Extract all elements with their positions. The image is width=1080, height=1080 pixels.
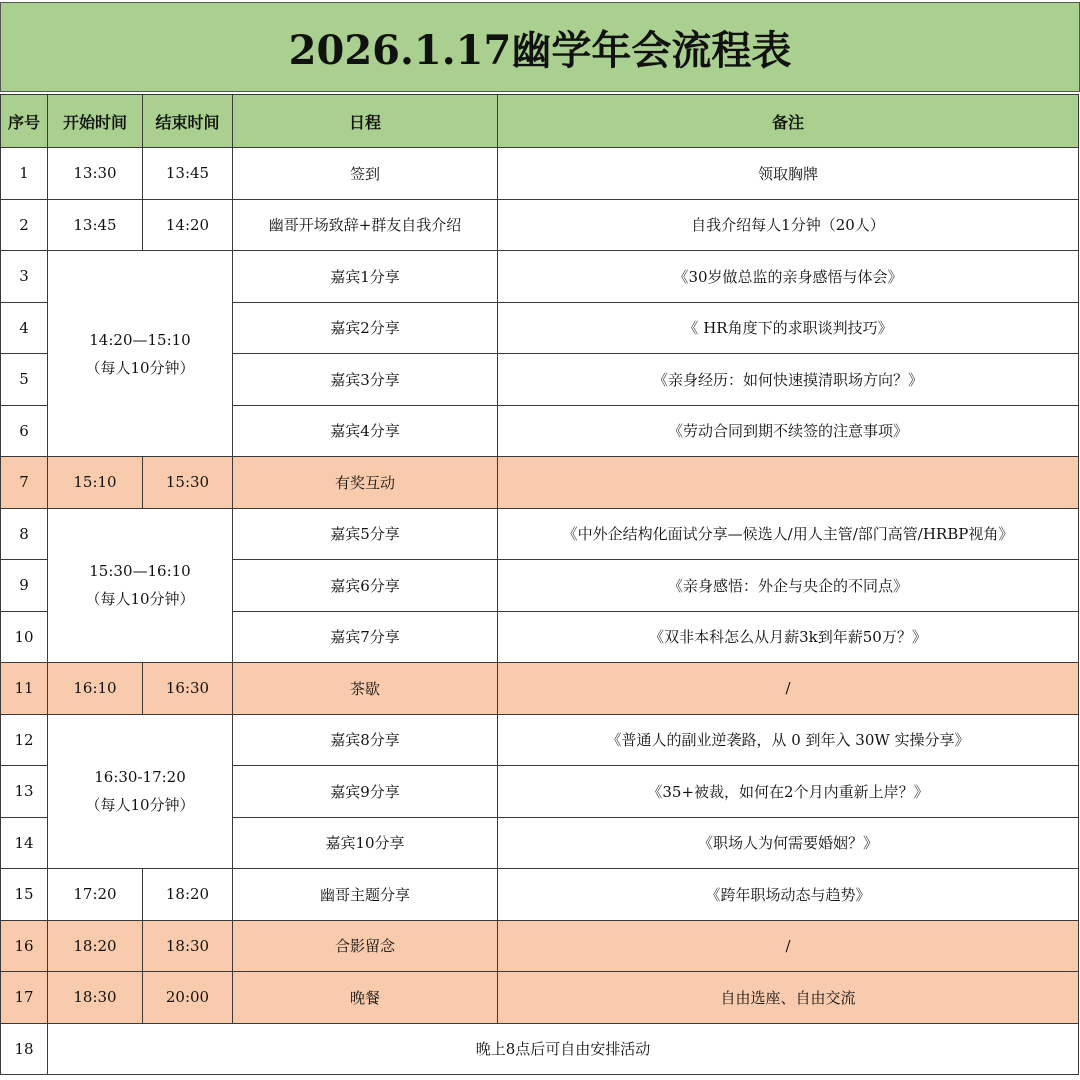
group-time-cell — [48, 508, 233, 663]
table-row — [1, 148, 1079, 200]
row-no: 9 — [1, 560, 48, 612]
row-end: 20:00 — [143, 972, 233, 1024]
row-schedule: 嘉宾6分享 — [233, 560, 498, 612]
row-no: 6 — [1, 405, 48, 457]
row-note: 《职场人为何需要婚姻？》 — [498, 817, 1079, 869]
table-row-highlight — [1, 920, 1079, 972]
row-note: 《跨年职场动态与趋势》 — [498, 869, 1079, 921]
table-row — [1, 199, 1079, 251]
row-no: 15 — [1, 869, 48, 921]
table-row-highlight — [1, 457, 1079, 509]
row-end: 16:30 — [143, 663, 233, 715]
group-time: 16:30-17:20 — [94, 768, 186, 787]
table-row — [1, 1023, 1079, 1075]
row-end: 18:30 — [143, 920, 233, 972]
row-schedule: 茶歇 — [233, 663, 498, 715]
row-note: 领取胸牌 — [498, 148, 1079, 200]
row-no: 14 — [1, 817, 48, 869]
group-time-note: （每人10分钟） — [85, 358, 195, 377]
row-note — [498, 457, 1079, 509]
row-schedule: 晚餐 — [233, 972, 498, 1024]
page-title: 2026.1.17幽学年会流程表 — [0, 2, 1080, 92]
group-time: 14:20—15:10 — [89, 330, 191, 349]
header-no: 序号 — [1, 95, 48, 148]
row-schedule: 签到 — [233, 148, 498, 200]
row-note: 《普通人的副业逆袭路，从 0 到年入 30W 实操分享》 — [498, 714, 1079, 766]
row-schedule: 嘉宾1分享 — [233, 251, 498, 303]
group-time-note: （每人10分钟） — [85, 590, 195, 609]
row-note: 自我介绍每人1分钟（20人） — [498, 199, 1079, 251]
row-no: 4 — [1, 302, 48, 354]
row-note: 《亲身感悟：外企与央企的不同点》 — [498, 560, 1079, 612]
group-time-note: （每人10分钟） — [85, 796, 195, 815]
row-note: 《30岁做总监的亲身感悟与体会》 — [498, 251, 1079, 303]
row-start: 15:10 — [48, 457, 143, 509]
row-no: 13 — [1, 766, 48, 818]
table-row-highlight — [1, 663, 1079, 715]
row-no: 2 — [1, 199, 48, 251]
row-no: 1 — [1, 148, 48, 200]
header-end: 结束时间 — [143, 95, 233, 148]
row-end: 15:30 — [143, 457, 233, 509]
row-start: 17:20 — [48, 869, 143, 921]
row-start: 18:30 — [48, 972, 143, 1024]
row-schedule: 嘉宾10分享 — [233, 817, 498, 869]
row-schedule: 嘉宾5分享 — [233, 508, 498, 560]
row-note: 《中外企结构化面试分享—候选人/用人主管/部门高管/HRBP视角》 — [498, 508, 1079, 560]
header-note: 备注 — [498, 95, 1079, 148]
row-schedule: 合影留念 — [233, 920, 498, 972]
table-header-row — [1, 95, 1079, 148]
row-start: 18:20 — [48, 920, 143, 972]
row-note: 《35+被裁，如何在2个月内重新上岸？》 — [498, 766, 1079, 818]
group-time: 15:30—16:10 — [89, 562, 191, 581]
row-schedule: 有奖互动 — [233, 457, 498, 509]
row-end: 18:20 — [143, 869, 233, 921]
row-note: 《双非本科怎么从月薪3k到年薪50万？》 — [498, 611, 1079, 663]
row-end: 13:45 — [143, 148, 233, 200]
row-no: 8 — [1, 508, 48, 560]
row-start: 13:45 — [48, 199, 143, 251]
row-schedule: 幽哥开场致辞+群友自我介绍 — [233, 199, 498, 251]
table-row — [1, 508, 1079, 560]
row-schedule: 嘉宾2分享 — [233, 302, 498, 354]
row-no: 11 — [1, 663, 48, 715]
row-schedule: 嘉宾3分享 — [233, 354, 498, 406]
group-time-cell — [48, 251, 233, 457]
row-schedule: 幽哥主题分享 — [233, 869, 498, 921]
header-start: 开始时间 — [48, 95, 143, 148]
table-row — [1, 251, 1079, 303]
row-end: 14:20 — [143, 199, 233, 251]
row-start: 13:30 — [48, 148, 143, 200]
schedule-table — [0, 94, 1079, 1075]
row-no: 3 — [1, 251, 48, 303]
row-note: 《亲身经历：如何快速摸清职场方向？》 — [498, 354, 1079, 406]
row-note: 《 HR角度下的求职谈判技巧》 — [498, 302, 1079, 354]
row-schedule: 嘉宾8分享 — [233, 714, 498, 766]
row-no: 10 — [1, 611, 48, 663]
row-no: 12 — [1, 714, 48, 766]
row-note: / — [498, 663, 1079, 715]
table-row — [1, 714, 1079, 766]
row-schedule: 嘉宾4分享 — [233, 405, 498, 457]
table-row-highlight — [1, 972, 1079, 1024]
row-no: 16 — [1, 920, 48, 972]
row-note: 《劳动合同到期不续签的注意事项》 — [498, 405, 1079, 457]
header-schedule: 日程 — [233, 95, 498, 148]
row-no: 17 — [1, 972, 48, 1024]
row-note: 自由选座、自由交流 — [498, 972, 1079, 1024]
row-no: 5 — [1, 354, 48, 406]
group-time-cell — [48, 714, 233, 869]
row-schedule: 嘉宾7分享 — [233, 611, 498, 663]
row-no: 18 — [1, 1023, 48, 1075]
row-no: 7 — [1, 457, 48, 509]
row-note: / — [498, 920, 1079, 972]
row-start: 16:10 — [48, 663, 143, 715]
row-note-merged: 晚上8点后可自由安排活动 — [48, 1023, 1079, 1075]
table-row — [1, 869, 1079, 921]
row-schedule: 嘉宾9分享 — [233, 766, 498, 818]
